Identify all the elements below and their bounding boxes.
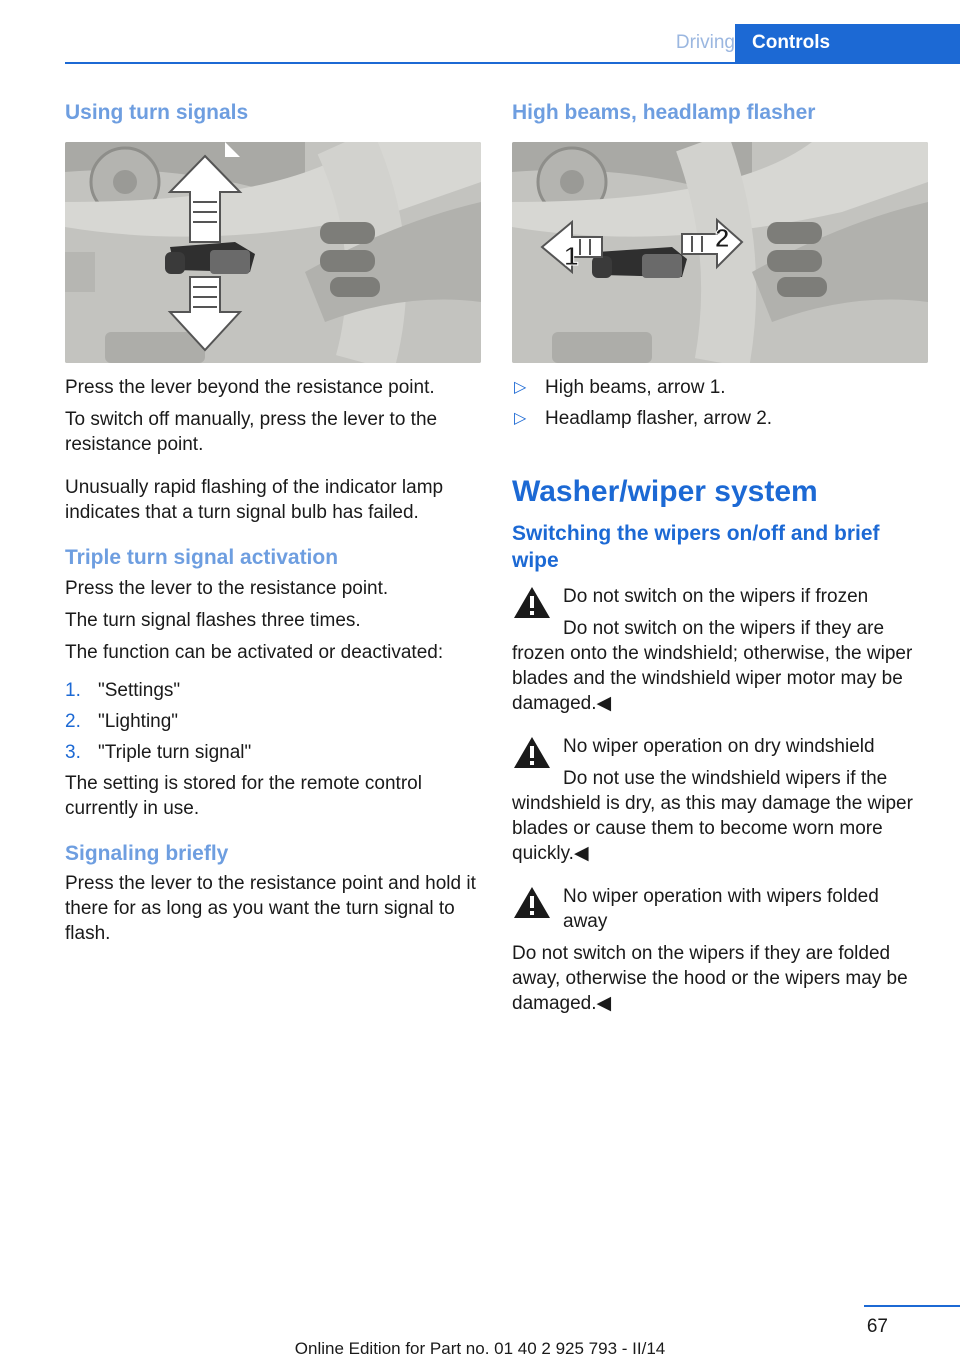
- arrow-2-label: 2: [715, 223, 730, 254]
- page-number: 67: [866, 1316, 888, 1337]
- list-item: [65, 709, 481, 734]
- warning-dry: [512, 734, 928, 866]
- warning-triangle-icon: [512, 734, 552, 770]
- right-column: [512, 100, 928, 1016]
- warning-body-first: Do not switch on the wipers if they are: [563, 617, 885, 639]
- triangle-right-icon: ▷: [514, 379, 527, 397]
- briefly-heading: Signaling briefly: [65, 841, 229, 865]
- turn-signals-p3: Unusually rapid flashing of the indicator lamp indicates that a turn signal bulb has failed.: [65, 477, 444, 524]
- high-beam-lever-illustration: [512, 142, 928, 363]
- washer-heading: Washer/wiper system: [512, 475, 818, 509]
- turn-signals-p1: Press the lever beyond the resistance point.: [65, 377, 435, 399]
- turn-signals-heading: Using turn signals: [65, 101, 249, 124]
- arrow-1-label: 1: [564, 241, 579, 272]
- step-text: "Settings": [98, 679, 181, 701]
- warning-body-first: Do not use the windshield wipers if the: [563, 767, 888, 789]
- list-item: [512, 406, 928, 431]
- list-item: [65, 678, 481, 703]
- warning-body: windshield is dry, as this may damage the wiper blades or cause them to become worn more quickly.◀: [512, 792, 913, 864]
- step-text: "Triple turn signal": [98, 741, 252, 763]
- triangle-right-icon: ▷: [514, 410, 527, 428]
- warning-folded: [512, 884, 928, 1016]
- high-beam-lever-figure: [512, 142, 928, 363]
- turn-signals-p2: To switch off manually, press the lever to the resistance point.: [65, 409, 438, 456]
- briefly-p1: Press the lever to the resistance point and hold it there for as long as you want the turn signal to flash.: [65, 872, 476, 944]
- triple-p4: The setting is stored for the remote control currently in use.: [65, 772, 422, 819]
- warning-frozen: [512, 584, 928, 716]
- warning-title: No wiper operation on dry windshield: [563, 735, 875, 757]
- bullet-text: Headlamp flasher, arrow 2.: [545, 408, 773, 430]
- warning-body: Do not switch on the wipers if they are folded away, otherwise the hood or the wipers may be damaged.◀: [512, 942, 908, 1014]
- edition-footer: Online Edition for Part no. 01 40 2 925 793 - II/14: [294, 1339, 666, 1358]
- left-column: [65, 100, 481, 946]
- header-section-tab: Driving: [675, 32, 735, 53]
- step-number: 2.: [65, 710, 81, 732]
- high-beams-list: [512, 375, 928, 431]
- bullet-text: High beams, arrow 1.: [545, 377, 726, 399]
- high-beams-heading: High beams, headlamp flasher: [512, 101, 816, 124]
- warning-body: frozen onto the windshield; otherwise, the wiper blades and the windshield wiper motor may be damaged.◀: [512, 642, 913, 714]
- step-number: 1.: [65, 679, 81, 701]
- warning-title: No wiper operation with wipers folded away: [563, 885, 879, 932]
- triple-heading: Triple turn signal activation: [65, 546, 339, 570]
- triple-p2: The turn signal flashes three times.: [65, 609, 361, 631]
- triple-p3: The function can be activated or deactivated:: [65, 641, 444, 663]
- list-item: [512, 375, 928, 400]
- triple-p1: Press the lever to the resistance point.: [65, 577, 389, 599]
- step-number: 3.: [65, 741, 81, 763]
- page-header: [65, 24, 960, 64]
- warning-triangle-icon: [512, 584, 552, 620]
- header-chapter-tab: Controls: [735, 24, 960, 62]
- warning-triangle-icon: [512, 884, 552, 920]
- turn-signal-lever-illustration: [65, 142, 481, 363]
- turn-signal-lever-figure: [65, 142, 481, 363]
- warning-title: Do not switch on the wipers if frozen: [563, 585, 869, 607]
- footer-rule: [864, 1305, 960, 1307]
- triple-steps-list: [65, 678, 481, 765]
- step-text: "Lighting": [98, 710, 179, 732]
- wipers-subheading: Switching the wipers on/off and brief wipe: [512, 522, 880, 572]
- list-item: [65, 740, 481, 765]
